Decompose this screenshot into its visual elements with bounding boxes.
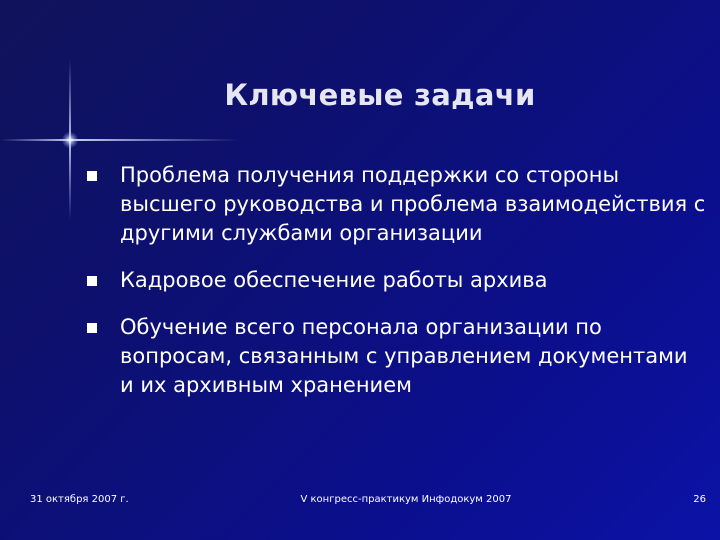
- slide-number: 26: [693, 494, 706, 505]
- bullet-list: [87, 161, 707, 400]
- list-item: [87, 266, 707, 295]
- list-item-text: Проблема получения поддержки со стороны высшего руководства и проблема взаимодействия с другими службами организации: [120, 163, 706, 245]
- square-bullet-icon: [87, 323, 97, 333]
- footer-date: 31 октября 2007 г.: [30, 494, 129, 505]
- star-flare-horizontal: [0, 139, 240, 141]
- slide-title: Ключевые задачи: [224, 78, 536, 112]
- list-item: [87, 313, 707, 400]
- list-item-text: Кадровое обеспечение работы архива: [120, 268, 548, 292]
- star-flare-icon: [62, 132, 78, 148]
- square-bullet-icon: [87, 171, 97, 181]
- square-bullet-icon: [87, 276, 97, 286]
- list-item-text: Обучение всего персонала организации по вопросам, связанным с управлением документами и их архивным хранением: [120, 315, 688, 397]
- footer-event-name: V конгресс-практикум Инфодокум 2007: [300, 494, 512, 505]
- list-item: [87, 161, 707, 248]
